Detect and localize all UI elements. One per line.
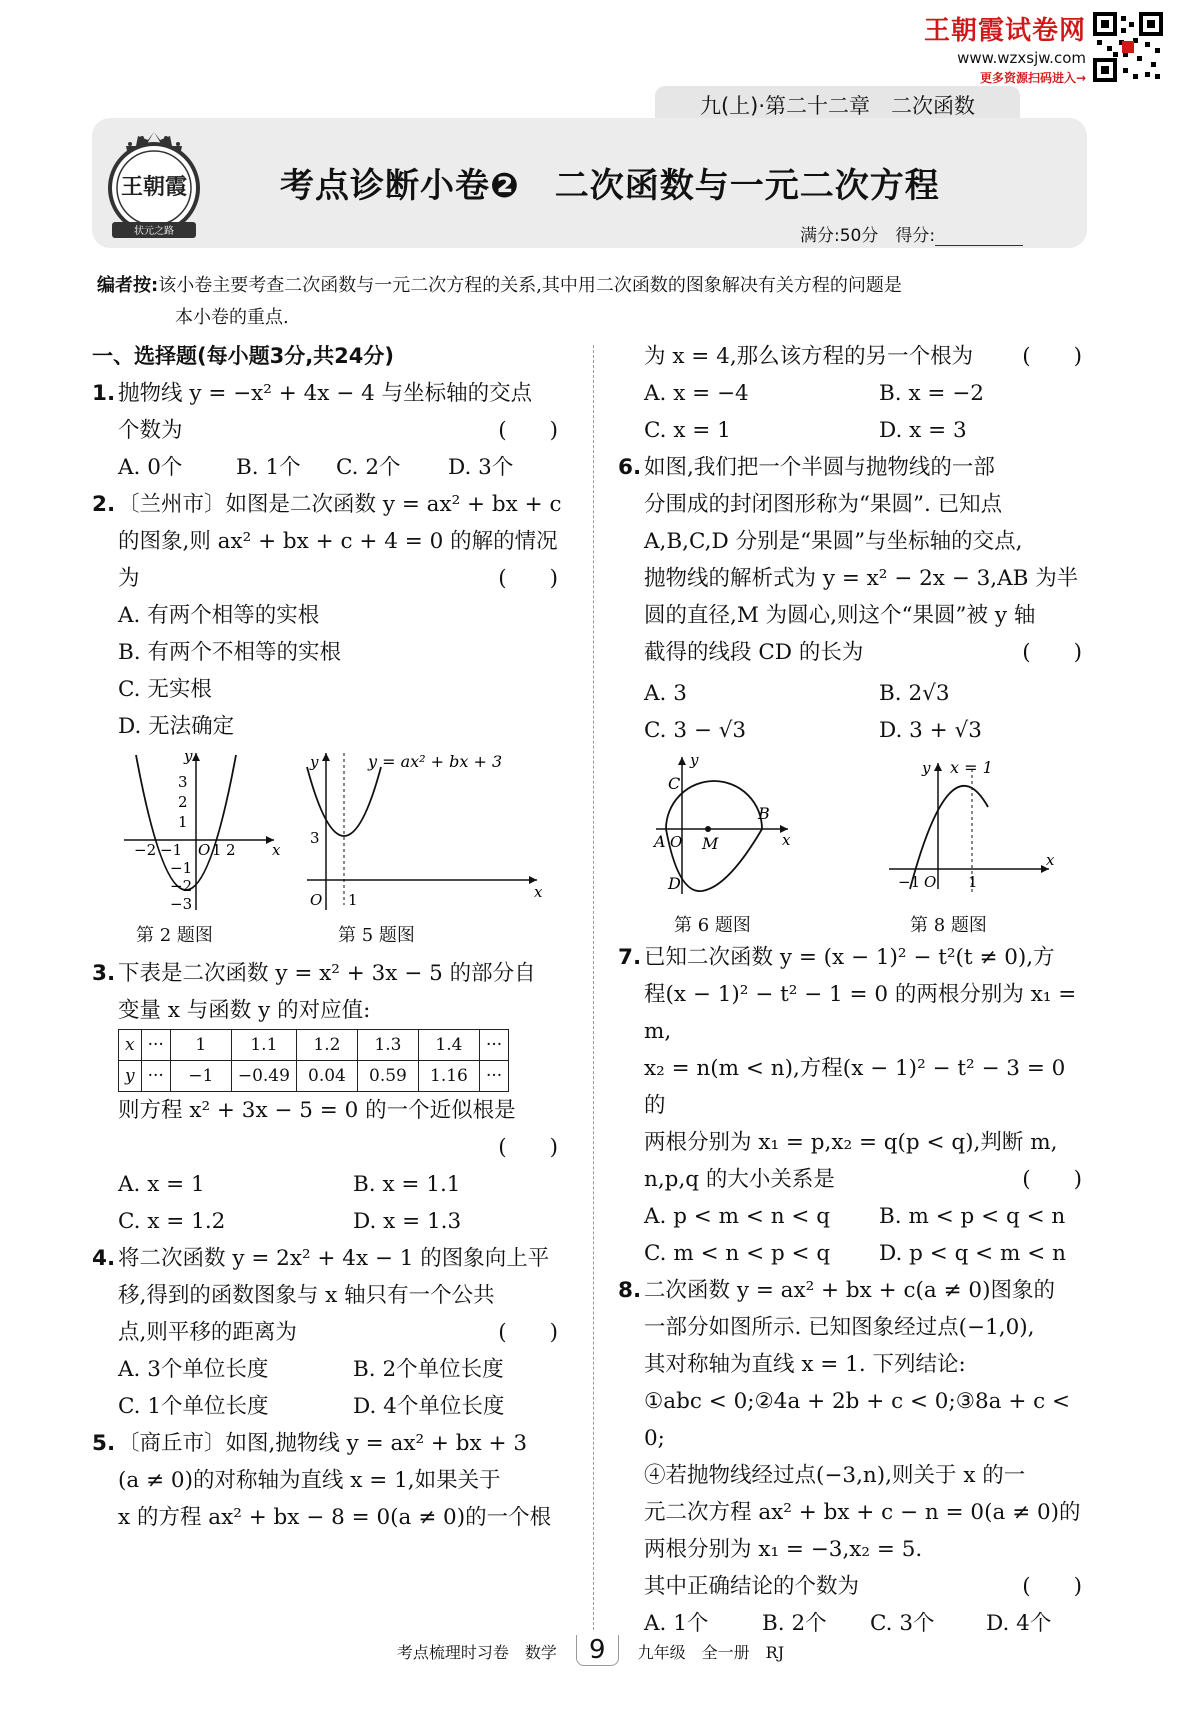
question-text: 程(x − 1)² − t² − 1 = 0 的两根分别为 x₁ = m, xyxy=(644,982,1077,1044)
options-row xyxy=(644,712,1086,749)
option-a[interactable]: A. 3个单位长度 xyxy=(118,1357,269,1382)
option-b[interactable]: B. x = 1.1 xyxy=(353,1172,461,1197)
table-cell: 1.3 xyxy=(357,1030,418,1061)
fig5-caption: 第 5 题图 xyxy=(338,925,415,946)
option-d[interactable]: D. p < q < m < n xyxy=(879,1241,1066,1266)
option-b[interactable]: B. 1个 xyxy=(236,455,301,480)
question-number: 3. xyxy=(92,961,116,986)
question-number: 7. xyxy=(618,945,642,970)
fig5-xlabel: x xyxy=(534,883,542,901)
note-label: 编者按: xyxy=(97,275,159,296)
fig8-label: x = 1 xyxy=(950,758,993,777)
fig2-tick: −2 xyxy=(134,841,157,859)
question-text: 二次函数 y = ax² + bx + c(a ≠ 0)图象的 xyxy=(644,1278,1055,1303)
seal-sub: 状元之路 xyxy=(134,226,174,237)
option-b[interactable]: B. 2√3 xyxy=(879,681,950,706)
question-text: 元二次方程 ax² + bx + c − n = 0(a ≠ 0)的 xyxy=(644,1500,1081,1525)
option-b[interactable]: B. m < p < q < n xyxy=(879,1204,1066,1229)
editor-note xyxy=(97,270,1087,334)
options-row xyxy=(118,1388,562,1425)
question-text: 下表是二次函数 y = x² + 3x − 5 的部分自 xyxy=(118,961,536,986)
section-title: 一、选择题(每小题3分,共24分) xyxy=(92,344,395,368)
fig8-caption: 第 8 题图 xyxy=(910,915,987,936)
question-text: 抛物线的解析式为 y = x² − 2x − 3,AB 为半 xyxy=(644,566,1079,591)
fig6-label-o: O xyxy=(670,833,683,851)
question-number: 5. xyxy=(92,1431,116,1456)
fig6-label-c: C xyxy=(668,774,681,793)
question-4 xyxy=(92,1240,562,1425)
answer-paren[interactable]: ( ) xyxy=(498,418,558,443)
footer-left: 考点梳理时习卷 数学 xyxy=(396,1643,557,1662)
question-text: 则方程 x² + 3x − 5 = 0 的一个近似根是 xyxy=(118,1098,516,1123)
answer-paren[interactable]: ( ) xyxy=(498,1135,558,1160)
fig5-ylabel: y xyxy=(310,753,319,771)
option-c[interactable]: C. 3 − √3 xyxy=(644,718,747,743)
answer-paren[interactable]: ( ) xyxy=(1022,1574,1082,1599)
fig2-ylabel: y xyxy=(184,747,193,765)
fig6-label-y: y xyxy=(690,751,699,769)
fig2-tick: 1 xyxy=(212,841,222,859)
answer-paren[interactable]: ( ) xyxy=(498,566,558,591)
right-column xyxy=(618,338,1086,1642)
fig2-tick: 3 xyxy=(178,773,188,791)
question-number: 2. xyxy=(92,492,116,517)
table-cell: −1 xyxy=(170,1061,231,1092)
figure-2 xyxy=(114,745,284,915)
table-cell: 0.59 xyxy=(357,1061,418,1092)
figures-6-8 xyxy=(618,749,1086,939)
option-d[interactable]: D. 无法确定 xyxy=(118,714,235,739)
fig8-tick-neg1: −1 xyxy=(898,873,921,891)
options-row xyxy=(118,1166,562,1203)
question-text: 变量 x 与函数 y 的对应值: xyxy=(118,998,371,1023)
question-text: 一部分如图所示. 已知图象经过点(−1,0), xyxy=(644,1315,1035,1340)
question-text: 其对称轴为直线 x = 1. 下列结论: xyxy=(644,1352,966,1377)
option-a[interactable]: A. 3 xyxy=(644,681,687,706)
fig2-tick: 2 xyxy=(178,793,188,811)
question-3-cont xyxy=(92,1092,562,1240)
option-d[interactable]: D. 4个 xyxy=(986,1611,1052,1636)
question-text: 圆的直径,M 为圆心,则这个“果圆”被 y 轴 xyxy=(644,603,1036,628)
table-cell: ··· xyxy=(141,1061,170,1092)
fig2-origin: O xyxy=(198,841,211,859)
options-row xyxy=(118,1203,562,1240)
question-1 xyxy=(92,375,562,486)
footer-right: 九年级 全一册 RJ xyxy=(637,1643,785,1662)
fig8-ylabel: y xyxy=(922,759,931,777)
question-text: 个数为 xyxy=(118,418,183,443)
option-c[interactable]: C. 2个 xyxy=(336,455,401,480)
question-text: (a ≠ 0)的对称轴为直线 x = 1,如果关于 xyxy=(118,1468,501,1493)
fig2-caption: 第 2 题图 xyxy=(136,925,213,946)
question-number: 4. xyxy=(92,1246,116,1271)
fig6-label-b: B xyxy=(758,804,770,823)
options-row xyxy=(644,412,1086,449)
page-title: 考点诊断小卷❷ 二次函数与一元二次方程 xyxy=(280,166,940,206)
page-footer xyxy=(0,1635,1181,1666)
fig2-tick: −2 xyxy=(170,877,193,895)
question-6 xyxy=(618,449,1086,749)
qr-code-icon[interactable] xyxy=(1093,12,1163,82)
page-number: 9 xyxy=(576,1635,619,1666)
question-text: 移,得到的函数图象与 x 轴只有一个公共 xyxy=(118,1283,495,1308)
question-5 xyxy=(92,1425,562,1536)
note-text-1: 该小卷主要考查二次函数与一元二次方程的关系,其中用二次函数的图象解决有关方程的问题是 xyxy=(158,275,902,296)
options-row xyxy=(118,449,562,486)
option-b[interactable]: B. 2个 xyxy=(762,1611,827,1636)
left-column xyxy=(92,338,562,1536)
brand-more: 更多资源扫码进入→ xyxy=(979,71,1086,85)
fig6-caption: 第 6 题图 xyxy=(674,915,751,936)
table-cell: ··· xyxy=(479,1061,508,1092)
option-b[interactable]: B. 有两个不相等的实根 xyxy=(118,640,341,665)
table-cell: 1.2 xyxy=(296,1030,357,1061)
answer-paren[interactable]: ( ) xyxy=(1022,344,1082,369)
fig2-tick: −1 xyxy=(170,859,193,877)
column-divider xyxy=(593,345,594,1630)
fig5-origin: O xyxy=(310,891,323,909)
table-cell: ··· xyxy=(141,1030,170,1061)
option-a[interactable]: A. p < m < n < q xyxy=(644,1204,831,1229)
fig2-tick: 2 xyxy=(226,841,236,859)
option-c[interactable]: C. x = 1 xyxy=(644,418,731,443)
options-row xyxy=(644,1198,1086,1235)
question-7 xyxy=(618,939,1086,1272)
fig6-label-d: D xyxy=(668,874,681,893)
question-text: ①abc < 0;②4a + 2b + c < 0;③8a + c < 0; xyxy=(644,1389,1071,1451)
question-number: 8. xyxy=(618,1278,642,1303)
table-cell: 1 xyxy=(170,1030,231,1061)
question-number: 6. xyxy=(618,455,642,480)
question-text: ④若抛物线经过点(−3,n),则关于 x 的一 xyxy=(644,1463,1026,1488)
brand-block xyxy=(826,10,1086,86)
score-line xyxy=(800,221,1023,246)
fig2-tick: −3 xyxy=(170,895,193,913)
fig8-xlabel: x xyxy=(1046,851,1054,869)
table-cell: x xyxy=(119,1030,142,1061)
table-cell: y xyxy=(119,1061,142,1092)
table-cell: 0.04 xyxy=(296,1061,357,1092)
question-text: 其中正确结论的个数为 xyxy=(644,1574,860,1599)
question-text: x₂ = n(m < n),方程(x − 1)² − t² − 3 = 0 的 xyxy=(644,1056,1066,1118)
fig6-label-x: x xyxy=(782,831,791,849)
note-text-2: 本小卷的重点. xyxy=(175,307,289,328)
question-3 xyxy=(92,955,562,1029)
question-8 xyxy=(618,1272,1086,1642)
option-a[interactable]: A. 0个 xyxy=(118,455,183,480)
fig8-origin: O xyxy=(924,873,937,891)
value-table xyxy=(118,1029,509,1092)
option-b[interactable]: B. x = −2 xyxy=(879,381,984,406)
question-2 xyxy=(92,486,562,745)
question-text: n,p,q 的大小关系是 xyxy=(644,1167,835,1192)
option-a[interactable]: A. x = 1 xyxy=(118,1172,205,1197)
option-d[interactable]: D. 3 + √3 xyxy=(879,718,982,743)
question-text: 的图象,则 ax² + bx + c + 4 = 0 的解的情况 xyxy=(118,529,558,554)
option-c[interactable]: C. x = 1.2 xyxy=(118,1209,226,1234)
option-a[interactable]: A. 有两个相等的实根 xyxy=(118,603,320,628)
options-row xyxy=(644,1235,1086,1272)
fig8-tick-1: 1 xyxy=(968,873,978,891)
figure-5 xyxy=(302,745,542,915)
fig5-label: y = ax² + bx + 3 xyxy=(368,752,503,771)
option-a[interactable]: A. x = −4 xyxy=(644,381,749,406)
question-text: 为 xyxy=(118,566,140,591)
figure-8 xyxy=(884,749,1054,899)
table-row xyxy=(119,1061,509,1092)
option-a[interactable]: A. 1个 xyxy=(644,1611,709,1636)
fig5-tick-3: 3 xyxy=(310,829,320,847)
option-c[interactable]: C. 1个单位长度 xyxy=(118,1394,269,1419)
seal-logo-icon xyxy=(100,126,208,244)
table-cell: −0.49 xyxy=(231,1061,296,1092)
fig2-tick: −1 xyxy=(160,841,183,859)
question-text: 如图,我们把一个半圆与抛物线的一部 xyxy=(644,455,995,480)
option-d[interactable]: D. x = 1.3 xyxy=(353,1209,462,1234)
table-cell: 1.4 xyxy=(418,1030,479,1061)
figure-6 xyxy=(648,749,808,899)
answer-paren[interactable]: ( ) xyxy=(1022,1167,1082,1192)
fig2-tick: 1 xyxy=(178,813,188,831)
option-c[interactable]: C. m < n < p < q xyxy=(644,1241,831,1266)
brand-name: 王朝霞试卷网 xyxy=(923,16,1086,46)
options-row xyxy=(644,675,1086,712)
fig5-tick-1: 1 xyxy=(348,891,358,909)
question-text: 〔兰州市〕如图是二次函数 y = ax² + bx + c xyxy=(118,492,562,517)
figures-2-5 xyxy=(92,745,562,955)
table-row xyxy=(119,1030,509,1061)
option-b[interactable]: B. 2个单位长度 xyxy=(353,1357,504,1382)
question-text: x 的方程 ax² + bx − 8 = 0(a ≠ 0)的一个根 xyxy=(118,1505,552,1530)
fig6-label-m: M xyxy=(702,834,719,853)
question-text: 分围成的封闭图形称为“果圆”. 已知点 xyxy=(644,492,1003,517)
question-text: A,B,C,D 分别是“果圆”与坐标轴的交点, xyxy=(644,529,1023,554)
question-text: 两根分别为 x₁ = p,x₂ = q(p < q),判断 m, xyxy=(644,1130,1058,1155)
question-text: 点,则平移的距离为 xyxy=(118,1320,297,1345)
question-text: 截得的线段 CD 的长为 xyxy=(644,640,864,665)
option-d[interactable]: D. x = 3 xyxy=(879,418,967,443)
fig6-label-a: A xyxy=(654,832,666,851)
question-text: 将二次函数 y = 2x² + 4x − 1 的图象向上平 xyxy=(118,1246,550,1271)
option-d[interactable]: D. 4个单位长度 xyxy=(353,1394,505,1419)
seal-text: 王朝霞 xyxy=(120,174,188,200)
question-text: 为 x = 4,那么该方程的另一个根为 xyxy=(644,344,974,369)
table-cell: ··· xyxy=(479,1030,508,1061)
score-blank[interactable] xyxy=(935,229,1023,246)
table-cell: 1.16 xyxy=(418,1061,479,1092)
answer-paren[interactable]: ( ) xyxy=(498,1320,558,1345)
question-text: 已知二次函数 y = (x − 1)² − t²(t ≠ 0),方 xyxy=(644,945,1055,970)
option-d[interactable]: D. 3个 xyxy=(448,455,514,480)
chapter-tab: 九(上)·第二十二章 二次函数 xyxy=(655,86,1020,126)
brand-url[interactable]: www.wzxsjw.com xyxy=(957,49,1086,67)
question-text: 抛物线 y = −x² + 4x − 4 与坐标轴的交点 xyxy=(118,381,533,406)
score-label: 满分:50分 得分: xyxy=(800,226,936,246)
option-c[interactable]: C. 3个 xyxy=(870,1611,935,1636)
question-number: 1. xyxy=(92,381,116,406)
option-c[interactable]: C. 无实根 xyxy=(118,677,212,702)
fig2-xlabel: x xyxy=(272,841,281,859)
options-row xyxy=(644,375,1086,412)
question-text: 两根分别为 x₁ = −3,x₂ = 5. xyxy=(644,1537,923,1562)
question-5-cont xyxy=(618,338,1086,449)
answer-paren[interactable]: ( ) xyxy=(1022,640,1082,665)
question-text: 〔商丘市〕如图,抛物线 y = ax² + bx + 3 xyxy=(118,1431,527,1456)
table-cell: 1.1 xyxy=(231,1030,296,1061)
options-row xyxy=(118,1351,562,1388)
